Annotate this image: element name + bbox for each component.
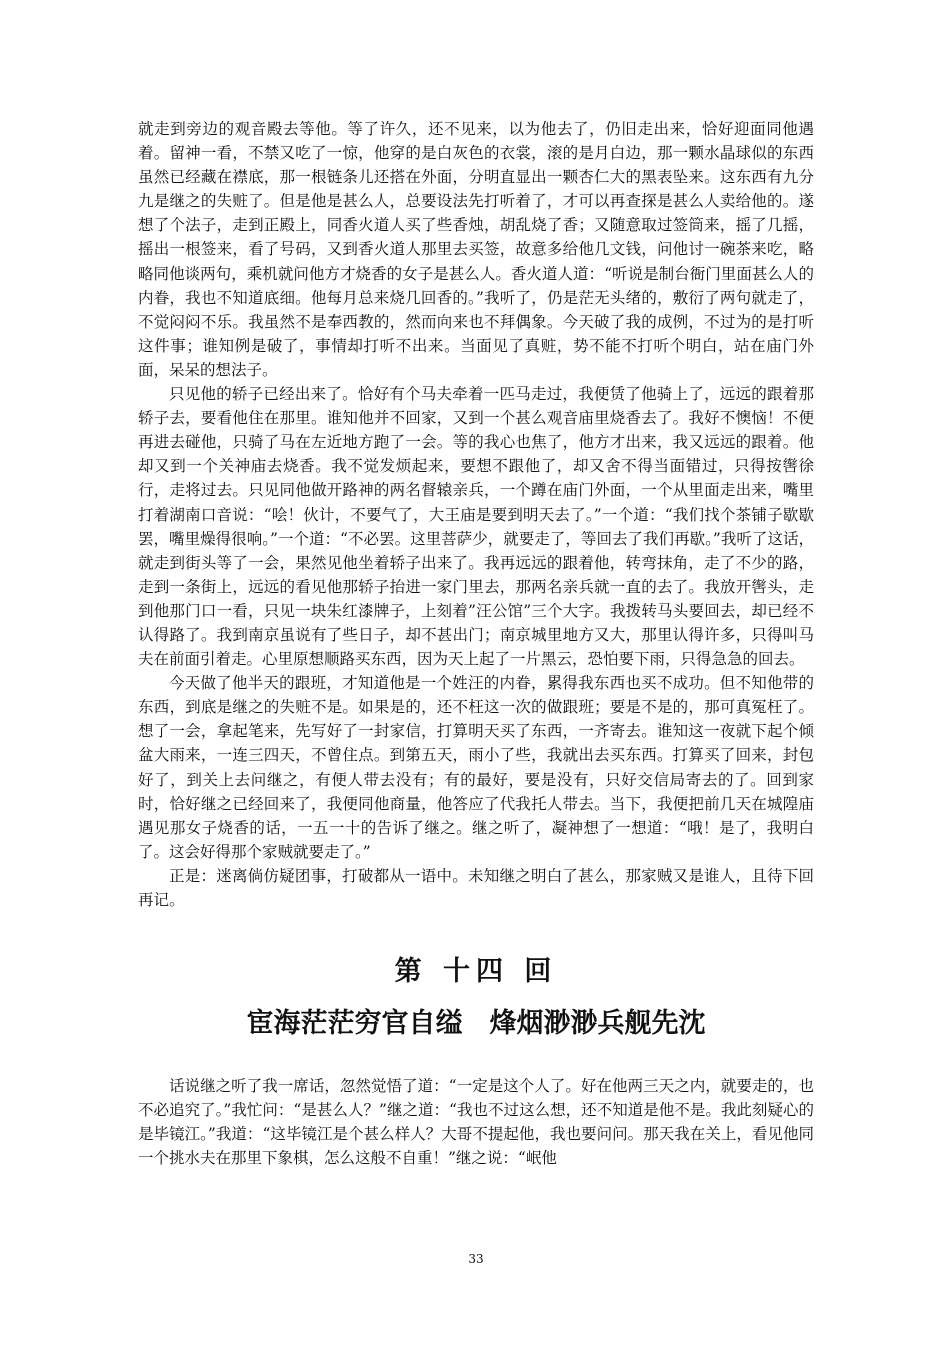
chapter-number: 第 十四 回 bbox=[394, 956, 558, 988]
page-content bbox=[138, 117, 814, 1170]
text-block-after bbox=[138, 1074, 814, 1170]
text-block-before bbox=[138, 117, 814, 912]
paragraph: 正是：迷离倘仿疑团事，打破都从一语中。未知继之明白了甚么，那家贼又是谁人，且待下回再记。 bbox=[138, 866, 814, 909]
page-number: 33 bbox=[468, 1252, 484, 1266]
paragraph: 只见他的轿子已经出来了。恰好有个马夫牵着一匹马走过，我便赁了他骑上了，远远的跟着那轿子去，要看他住在那里。谁知他并不回家，又到一个甚么观音庙里烧香去了。我好不懊恼！不便再进去碰他，只骑了马在左近地方跑了一会。等的我心也焦了，他方才出来，我又远远的跟着。他却又到一个关神庙去烧香。我不觉发烦起来，要想不跟他了，却又舍不得当面错过，只得按辔徐行，走将过去。只见同他做开路神的两名督辕亲兵，一个蹲在庙门外面，一个从里面走出来，嘴里打着湖南口音说：“哙！伙计，不要气了，大王庙是要到明天去了。”一个道：“我们找个茶铺子歇歇罢，嘴里燥得很响。”一个道：“不必罢。这里菩萨少，就要走了，等回去了我们再歇。”我听了这话，就走到街头等了一会，果然见他坐着轿子出来了。我再远远的跟着他，转弯抹角，走了不少的路，走到一条街上，远远的看见他那轿子抬进一家门里去，那两名亲兵就一直的去了。我放开辔头，走到他那门口一看，只见一块朱红漆牌子，上刻着”汪公馆”三个大字。我拨转马头要回去，却已经不认得路了。我到南京虽说有了些日子，却不甚出门；南京城里地方又大，那里认得许多，只得叫马夫在前面引着走。心里原想顺路买东西，因为天上起了一片黑云，恐怕要下雨，只得急急的回去。 bbox=[138, 385, 814, 669]
paragraph: 今天做了他半天的跟班，才知道他是一个姓汪的内眷，累得我东西也买不成功。但不知他带的东西，到底是继之的失赃不是。如果是的，还不枉这一次的做跟班；要是不是的，那可真冤枉了。想了一会，拿起笔来，先写好了一封家信，打算明天买了东西，一齐寄去。谁知这一夜就下起个倾盆大雨来，一连三四天，不曾住点。到第五天，雨小了些，我就出去买东西。打算买了回来，封包好了，到关上去问继之，有便人带去没有；有的最好，要是没有，只好交信局寄去的了。回到家时，恰好继之已经回来了，我便同他商量，他答应了代我托人带去。当下，我便把前几天在城隍庙遇见那女子烧香的话，一五一十的告诉了继之。继之听了，凝神想了一想道：“哦！是了，我明白了。这会好得那个家贼就要走了。” bbox=[138, 674, 814, 861]
paragraph: 就走到旁边的观音殿去等他。等了许久，还不见来，以为他去了，仍旧走出来，恰好迎面同他遇着。留神一看，不禁又吃了一惊，他穿的是白灰色的衣裳，滚的是月白边，那一颗水晶球似的东西虽然已经藏在襟底，那一根链条儿还搭在外面，分明直显出一颗杏仁大的黑表坠来。这东西有九分九是继之的失赃了。但是他是甚么人，总要设法先打听着了，才可以再查探是甚么人卖给他的。遂想了个法子，走到正殿上，同香火道人买了些香烛，胡乱烧了香；又随意取过签筒来，摇了几摇，摇出一根签来，看了号码，又到香火道人那里去买签，故意多给他几文钱，问他讨一碗茶来吃，略略同他谈两句，乘机就问他方才烧香的女子是甚么人。香火道人道：“听说是制台衙门里面甚么人的内眷，我也不知道底细。他每月总来烧几回香的。”我听了，仍是茫无头绪的，敷衍了两句就走了，不觉闷闷不乐。我虽然不是奉西教的，然而向来也不拜偶象。今天破了我的成例，不过为的是打听这件事；谁知例是破了，事情却打听不出来。当面见了真赃，势不能不打听个明白，站在庙门外面，呆呆的想法子。 bbox=[138, 120, 814, 379]
chapter-title: 宦海茫茫穷官自缢 烽烟渺渺兵舰先沈 bbox=[246, 1008, 706, 1040]
paragraph: 话说继之听了我一席话，忽然觉悟了道：“一定是这个人了。好在他两三天之内，就要走的，也不必追究了。”我忙问：“是甚么人？”继之道：“我也不过这么想，还不知道是他不是。我此刻疑心的是毕镜江。”我道：“这毕镜江是个甚么样人？大哥不提起他，我也要问问。那天我在关上，看见他同一个挑水夫在那里下象棋，怎么这般不自重！”继之说：“岷他 bbox=[138, 1077, 814, 1168]
